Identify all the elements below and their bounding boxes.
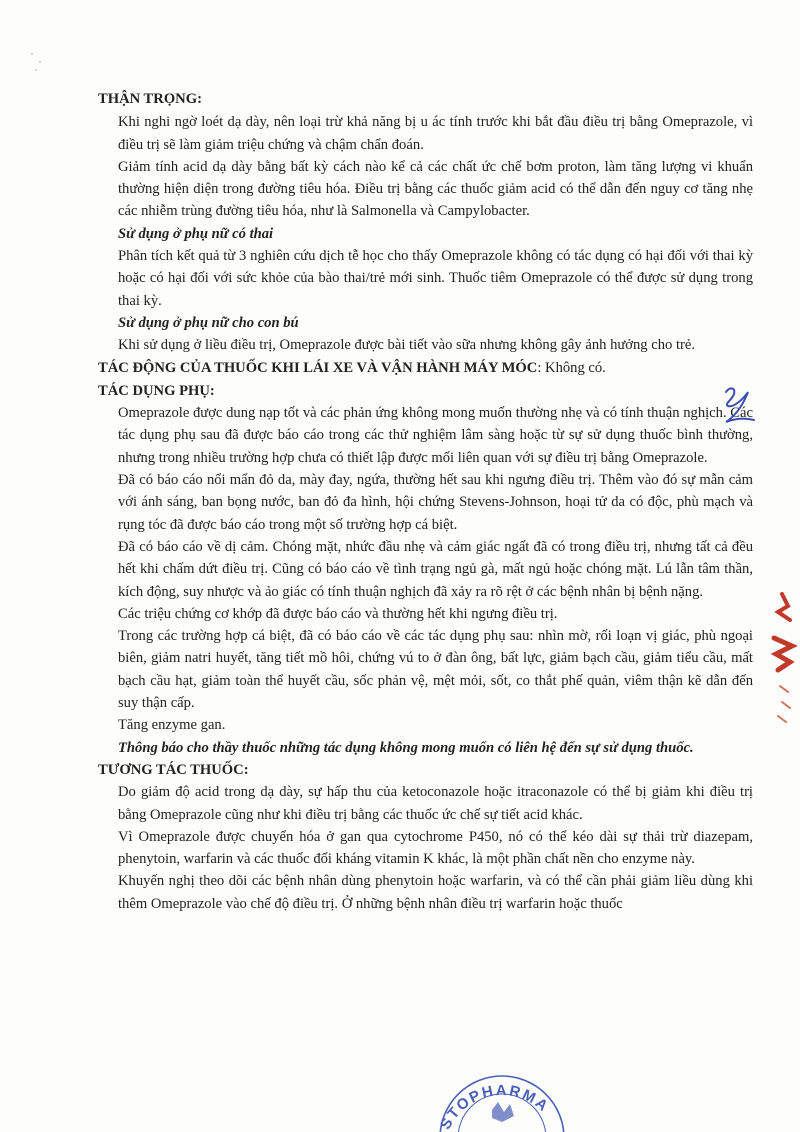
paragraph: Đã có báo cáo nổi mẩn đỏ da, mày đay, ngứa, thường hết sau khi ngưng điều trị. Thêm vào đó sự mẫn cảm với ánh sáng, ban bọng nước, ban đỏ đa hình, hội chứng Stevens-Johnson, hoại tử da có độc, phù mạch và rụng tóc đã được báo cáo trong một số trường hợp cá biệt. xyxy=(118,472,753,533)
paragraph: Đã có báo cáo về dị cảm. Chóng mặt, nhức đầu nhẹ và cảm giác ngất đã có trong điều trị, nhưng tất cả đều hết khi chấm dứt điều trị. Cũng có báo cáo về tình trạng ngủ gà, mất ngủ hoặc chóng mặt. Lú lẫn tâm thần, kích động, suy nhược và ảo giác có tính thuận nghịch đã xảy ra rõ rệt ở các bệnh nhân bị bệnh nặng. xyxy=(118,538,753,600)
document-body xyxy=(98,88,753,915)
heading-drug-interactions: TƯƠNG TÁC THUỐC: xyxy=(98,761,249,778)
scan-speckle xyxy=(28,48,58,78)
driving-value: : Không có. xyxy=(537,359,606,376)
company-stamp-icon xyxy=(432,1058,572,1132)
heading-driving: TÁC ĐỘNG CỦA THUỐC KHI LÁI XE VÀ VẬN HÀNH MÁY MÓC xyxy=(98,359,538,376)
paragraph: Phân tích kết quả từ 3 nghiên cứu dịch tễ học cho thấy Omeprazole không có tác dụng có hại đối với thai kỳ hoặc có hại đối với sức khỏe của bào thai/trẻ mới sinh. Thuốc tiêm Omeprazole có thể được sử dụng trong thai kỳ. xyxy=(118,248,753,309)
heading-side-effects: TÁC DỤNG PHỤ: xyxy=(98,382,215,399)
paragraph: Vì Omeprazole được chuyển hóa ở gan qua cytochrome P450, nó có thể kéo dài sự thải trừ diazepam, phenytoin, warfarin và các thuốc đối kháng vitamin K khác, là một phần chất nền cho enzyme này. xyxy=(118,828,753,868)
handwritten-signature-icon xyxy=(716,384,758,430)
notice-to-physician: Thông báo cho thầy thuốc những tác dụng không mong muốn có liên hệ đến sự sử dụng thuốc. xyxy=(118,739,694,756)
subheading-pregnancy: Sử dụng ở phụ nữ có thai xyxy=(118,225,274,242)
paragraph: Khi sử dụng ở liều điều trị, Omeprazole được bài tiết vào sữa nhưng không gây ảnh hưởng cho trẻ. xyxy=(118,337,696,354)
stamp-text: STOPHARMA xyxy=(436,1082,553,1132)
margin-ink-mark-icon xyxy=(768,590,798,730)
paragraph: Các triệu chứng cơ khớp đã được báo cáo và thường hết khi ngưng điều trị. xyxy=(118,605,558,622)
paragraph: Khuyến nghị theo dõi các bệnh nhân dùng phenytoin hoặc warfarin, và có thể cần phải giảm liều dùng khi thêm Omeprazole vào chế độ điều trị. Ở những bệnh nhân điều trị warfarin hoặc thuốc xyxy=(118,873,753,912)
paragraph: Omeprazole được dung nạp tốt và các phản ứng không mong muốn thường nhẹ và có tính thuận nghịch. Các tác dụng phụ sau đã được báo cáo trong các thử nghiệm lâm sàng hoặc từ sự sử dụng thuốc bình thường, nhưng trong nhiều trường hợp chưa có thiết lập được mối liên quan với sự điều trị bằng Omeprazole. xyxy=(118,405,753,466)
heading-than-trong: THẬN TRỌNG: xyxy=(98,91,202,107)
paragraph: Khi nghi ngờ loét dạ dày, nên loại trừ khả năng bị u ác tính trước khi bắt đầu điều trị bằng Omeprazole, vì điều trị sẽ làm giảm triệu chứng và chậm chẩn đoán. xyxy=(118,114,753,153)
paragraph: Giảm tính acid dạ dày bằng bất kỳ cách nào kể cả các chất ức chế bơm proton, làm tăng lượng vi khuẩn thường hiện diện trong đường tiêu hóa. Điều trị bằng các thuốc giảm acid có thể dẫn đến nguy cơ tăng nhẹ các nhiễm trùng đường tiêu hóa, như là Salmonella và Campylobacter. xyxy=(118,158,753,220)
paragraph: Tăng enzyme gan. xyxy=(118,717,226,734)
paragraph: Trong các trường hợp cá biệt, đã có báo cáo về các tác dụng phụ sau: nhìn mờ, rối loạn vị giác, phù ngoại biên, giảm natri huyết, tăng tiết mồ hôi, chứng vú to ở đàn ông, bất lực, giảm bạch cầu, giảm tiểu cầu, mất bạch cầu hạt, giảm toàn thể huyết cầu, sốc phản vệ, mệt mỏi, sốt, co thắt phế quản, viêm thận kẽ dẫn đến suy thận cấp. xyxy=(118,628,753,712)
driving-effects-line xyxy=(98,357,753,379)
subheading-breastfeeding: Sử dụng ở phụ nữ cho con bú xyxy=(118,314,299,331)
paragraph: Do giảm độ acid trong dạ dày, sự hấp thu của ketoconazole hoặc itraconazole có thể bị giảm khi điều trị bằng Omeprazole cũng như khi điều trị bằng các thuốc ức chế sự tiết acid khác. xyxy=(118,784,753,823)
